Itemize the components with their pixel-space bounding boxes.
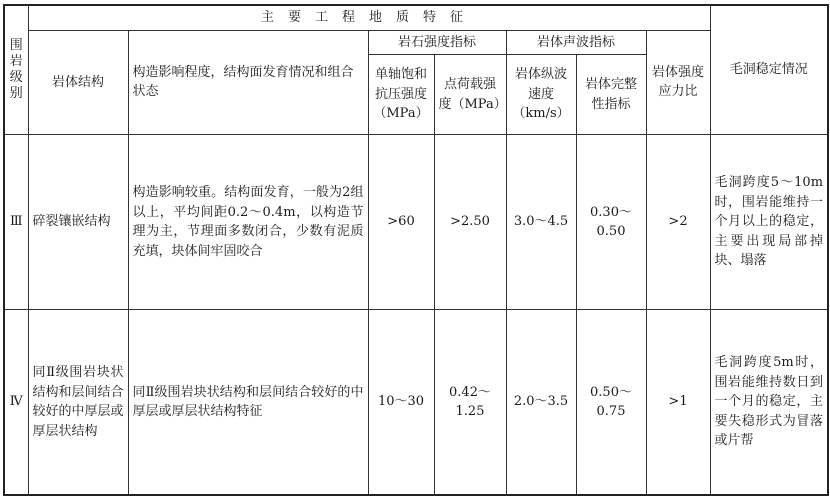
integrity-cell: 0.50～0.75	[576, 310, 646, 495]
grade-cell: Ⅲ	[4, 135, 28, 310]
influence-cell: 构造影响较重。结构面发育，一般为2组以上，平均间距0.2～0.4m，以构造节理为主，节理面多数闭合，少数有泥质充填，块体间牢固咬合	[128, 135, 368, 310]
wave-speed-cell: 2.0～3.5	[506, 310, 576, 495]
stress-ratio-cell: >2	[646, 135, 710, 310]
point-load-cell: 0.42～1.25	[434, 310, 506, 495]
influence-cell: 同Ⅱ级围岩块状结构和层间结合较好的中厚层或厚层状结构特征	[128, 310, 368, 495]
wave-speed-header: 岩体纵波速度（km/s）	[506, 55, 576, 135]
wave-speed-cell: 3.0～4.5	[506, 135, 576, 310]
ucs-cell: >60	[368, 135, 434, 310]
influence-header: 构造影响程度，结构面发育情况和组合状态	[128, 30, 368, 135]
stability-cell: 毛洞跨度5～10m时，围岩能维持一个月以上的稳定，主要出现局部掉块、塌落	[710, 135, 828, 310]
structure-header: 岩体结构	[28, 30, 128, 135]
table-row	[4, 310, 828, 495]
stress-ratio-cell: >1	[646, 310, 710, 495]
acoustic-header: 岩体声波指标	[506, 30, 646, 55]
stability-cell: 毛洞跨度5m时，围岩能维持数日到一个月的稳定，主要失稳形式为冒落或片帮	[710, 310, 828, 495]
table-row	[4, 135, 828, 310]
geology-table	[3, 4, 829, 496]
grade-header: 围岩级别	[4, 5, 28, 135]
stability-header: 毛洞稳定情况	[710, 5, 828, 135]
ucs-header: 单轴饱和抗压强度（MPa）	[368, 55, 434, 135]
point-load-cell: >2.50	[434, 135, 506, 310]
integrity-cell: 0.30～0.50	[576, 135, 646, 310]
stress-ratio-header: 岩体强度应力比	[646, 30, 710, 135]
structure-cell: 碎裂镶嵌结构	[28, 135, 128, 310]
structure-cell: 同Ⅱ级围岩块状结构和层间结合较好的中厚层或厚层状结构	[28, 310, 128, 495]
integrity-header: 岩体完整性指标	[576, 55, 646, 135]
point-load-header: 点荷载强度（MPa）	[434, 55, 506, 135]
ucs-cell: 10～30	[368, 310, 434, 495]
grade-cell: Ⅳ	[4, 310, 28, 495]
main-title: 主要工程地质特征	[28, 5, 710, 30]
rock-strength-header: 岩石强度指标	[368, 30, 506, 55]
